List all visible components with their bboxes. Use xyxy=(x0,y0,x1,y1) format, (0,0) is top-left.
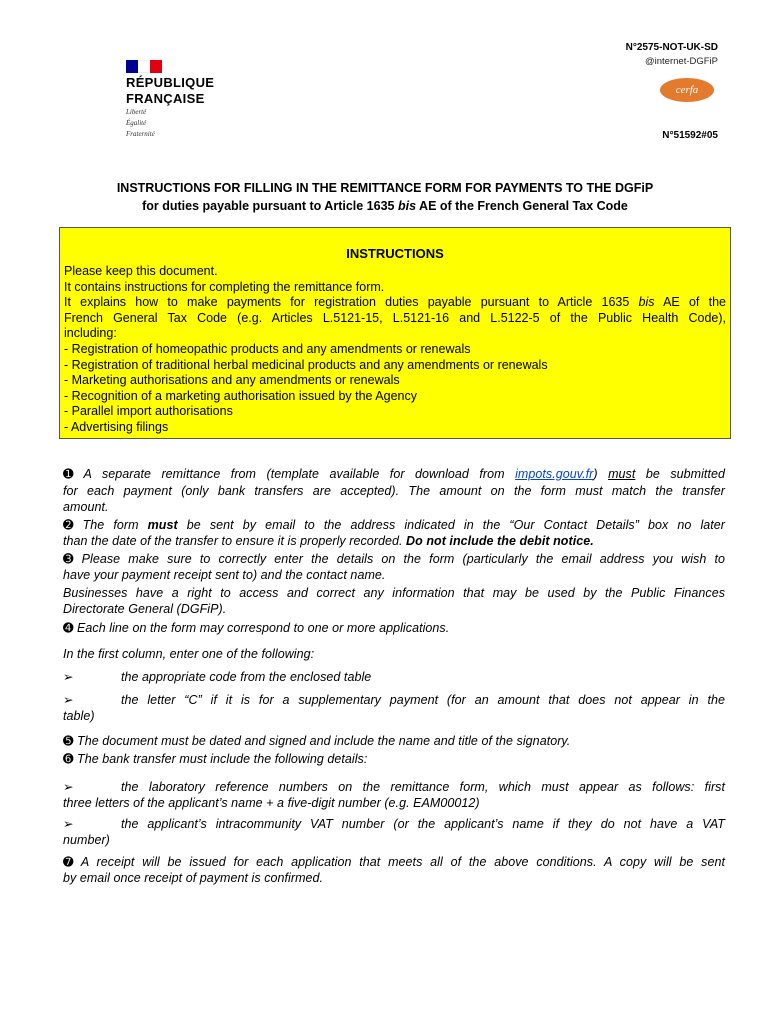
bullet-2-line-1: ➢ the letter “C” if it is for a supplementary payment (for an amount that does not appear in the xyxy=(63,693,725,707)
bullet-2-line-2: table) xyxy=(63,709,95,723)
box-line: It explains how to make payments for registration duties payable pursuant to Article 1635 bis AE of the xyxy=(64,295,726,310)
paragraph-8-line-2: by email once receipt of payment is confirmed. xyxy=(63,871,324,885)
paragraph-3-line-1: ➌ Please make sure to correctly enter the details on the form (particularly the email address you wish to xyxy=(63,552,725,566)
paragraph-2-line-2: than the date of the transfer to ensure it is properly recorded. Do not include the debit notice. xyxy=(63,534,594,548)
list-item: - Registration of traditional herbal medicinal products and any amendments or renewals xyxy=(64,357,548,372)
paragraph-1-line-1: ➊ A separate remittance from (template available for download from impots.gouv.fr) must be submitted xyxy=(63,467,725,481)
arrow-bullet-icon: ➢ xyxy=(63,693,74,707)
form-source: @internet-DGFiP xyxy=(645,56,718,67)
motto-line-1: Liberté xyxy=(126,108,147,116)
cerfa-number: N°51592#05 xyxy=(662,130,718,141)
document-title: INSTRUCTIONS FOR FILLING IN THE REMITTANCE FORM FOR PAYMENTS TO THE DGFiP xyxy=(116,181,654,195)
paragraph-5: In the first column, enter one of the following: xyxy=(63,647,315,661)
form-reference: N°2575-NOT-UK-SD xyxy=(625,42,718,53)
tricolour-flag-icon xyxy=(126,60,162,73)
bullet-4-line-2: number) xyxy=(63,833,110,847)
arrow-bullet-icon: ➢ xyxy=(63,670,74,684)
list-item: - Parallel import authorisations xyxy=(64,404,233,419)
paragraph-7: ➏ The bank transfer must include the following details: xyxy=(63,752,368,766)
box-line: French General Tax Code (e.g. Articles L.5121-15, L.5121-16 and L.5122-5 of the Public Health Code), xyxy=(64,310,726,325)
paragraph-1-line-3: amount. xyxy=(63,500,109,514)
paragraph-2-line-1: ➋ The form must be sent by email to the address indicated in the “Our Contact Details” box no later xyxy=(63,518,726,532)
list-item: - Registration of homeopathic products and any amendments or renewals xyxy=(64,341,471,356)
box-line: including: xyxy=(64,326,117,341)
arrow-bullet-icon: ➢ xyxy=(63,817,74,831)
logo-text-line-1: RÉPUBLIQUE xyxy=(126,75,215,90)
list-item: - Advertising filings xyxy=(64,419,169,434)
motto-line-2: Égalité xyxy=(126,119,147,127)
bullet-3-line-2: three letters of the applicant’s name + a five-digit number (e.g. EAM00012) xyxy=(63,796,480,810)
paragraph-6: ➎ The document must be dated and signed and include the name and title of the signatory. xyxy=(63,734,571,748)
paragraph-4: ➍ Each line on the form may correspond to one or more applications. xyxy=(63,621,450,635)
instructions-box xyxy=(59,227,731,439)
cerfa-logo: cerfa xyxy=(660,78,714,102)
box-line: Please keep this document. xyxy=(64,264,218,278)
box-line: It contains instructions for completing the remittance form. xyxy=(64,279,385,294)
instructions-heading: INSTRUCTIONS xyxy=(346,246,444,261)
paragraph-3-line-2: have your payment receipt sent to) and the contact name. xyxy=(63,568,386,582)
bullet-3-line-1: ➢ the laboratory reference numbers on the remittance form, which must appear as follows: first xyxy=(63,780,725,794)
list-item: - Recognition of a marketing authorisation issued by the Agency xyxy=(64,388,417,403)
list-item: - Marketing authorisations and any amendments or renewals xyxy=(64,373,400,388)
bullet-1: ➢ the appropriate code from the enclosed table xyxy=(63,670,372,684)
bullet-4-line-1: ➢ the applicant’s intracommunity VAT number (or the applicant’s name if they do not have a VAT xyxy=(63,817,725,831)
paragraph-1-line-2: for each payment (only bank transfers are accepted). The amount on the form must match the transfer xyxy=(63,484,725,498)
document-subtitle: for duties payable pursuant to Article 1635 bis AE of the French General Tax Code xyxy=(142,199,628,213)
impots-link[interactable]: impots.gouv.fr xyxy=(515,467,594,481)
motto-line-3: Fraternité xyxy=(126,130,155,138)
paragraph-3-line-4: Directorate General (DGFiP). xyxy=(63,602,227,616)
paragraph-3-line-3: Businesses have a right to access and correct any information that may be used by the Public Finances xyxy=(63,586,725,600)
paragraph-8-line-1: ➐ A receipt will be issued for each application that meets all of the above conditions. A copy will be sent xyxy=(63,855,725,869)
republique-francaise-logo xyxy=(122,60,232,138)
arrow-bullet-icon: ➢ xyxy=(63,780,74,794)
logo-text-line-2: FRANÇAISE xyxy=(126,91,205,106)
